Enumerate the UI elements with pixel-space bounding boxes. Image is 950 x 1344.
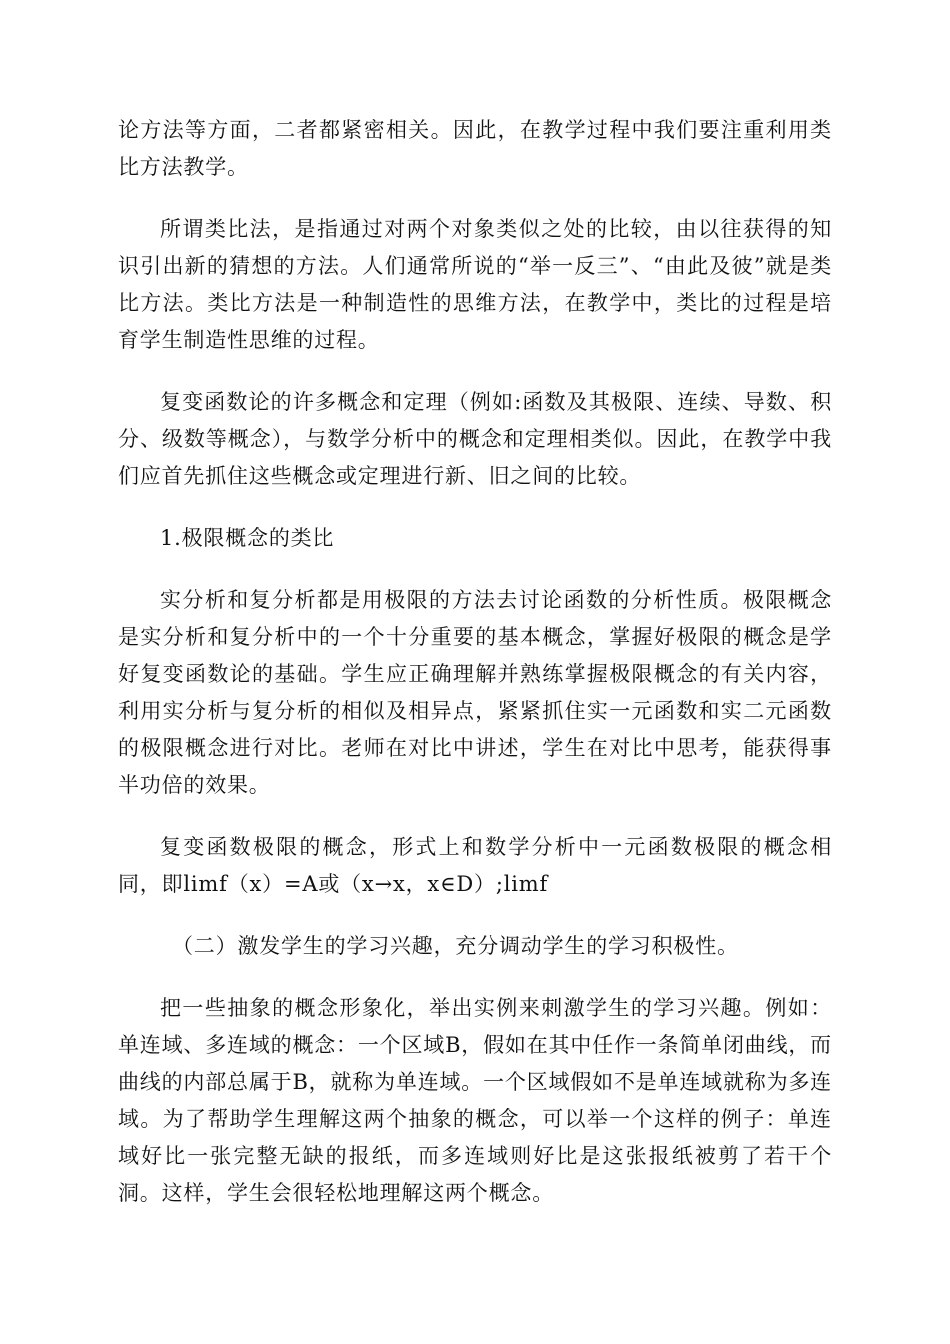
paragraph-continuation: 论方法等方面，二者都紧密相关。因此，在教学过程中我们要注重利用类比方法教学。 <box>118 118 832 179</box>
paragraph-limit-concept: 实分析和复分析都是用极限的方法去讨论函数的分析性质。极限概念是实分析和复分析中的一个十分重要的基本概念，掌握好极限的概念是学好复变函数论的基础。学生应正确理解并熟练掌握极限概念的有关内容，利用实分析与复分析的相似及相异点，紧紧抓住实一元函数和实二元函数的极限概念进行对比。老师在对比中讲述，学生在对比中思考，能获得事半功倍的效果。 <box>118 588 832 797</box>
paragraph-analogy-method: 所谓类比法，是指通过对两个对象类似之处的比较，由以往获得的知识引出新的猜想的方法。人们通常所说的“举一反三”、“由此及彼”就是类比方法。类比方法是一种制造性的思维方法，在教学中，类比的过程是培育学生制造性思维的过程。 <box>118 217 832 352</box>
document-body <box>118 112 832 1237</box>
paragraph-complex-limit-definition: 复变函数极限的概念，形式上和数学分析中一元函数极限的概念相同，即limf（x）=A或（x→x，x∈D）;limf <box>118 835 832 896</box>
section-heading-limit-analogy: 1.极限概念的类比 <box>160 526 335 550</box>
paragraph-complex-function-concepts: 复变函数论的许多概念和定理（例如:函数及其极限、连续、导数、积分、级数等概念），与数学分析中的概念和定理相类似。因此，在教学中我们应首先抓住这些概念或定理进行新、旧之间的比较。 <box>118 390 832 488</box>
section-heading-student-interest: （二）激发学生的学习兴趣，充分调动学生的学习积极性。 <box>172 934 739 958</box>
paragraph-connected-domain-example: 把一些抽象的概念形象化，举出实例来刺激学生的学习兴趣。例如：单连域、多连域的概念：一个区域B，假如在其中任作一条简单闭曲线，而曲线的内部总属于B，就称为单连域。一个区域假如不是单连域就称为多连域。为了帮助学生理解这两个抽象的概念，可以举一个这样的例子：单连域好比一张完整无缺的报纸，而多连域则好比是这张报纸被剪了若干个洞。这样，学生会很轻松地理解这两个概念。 <box>118 996 832 1205</box>
